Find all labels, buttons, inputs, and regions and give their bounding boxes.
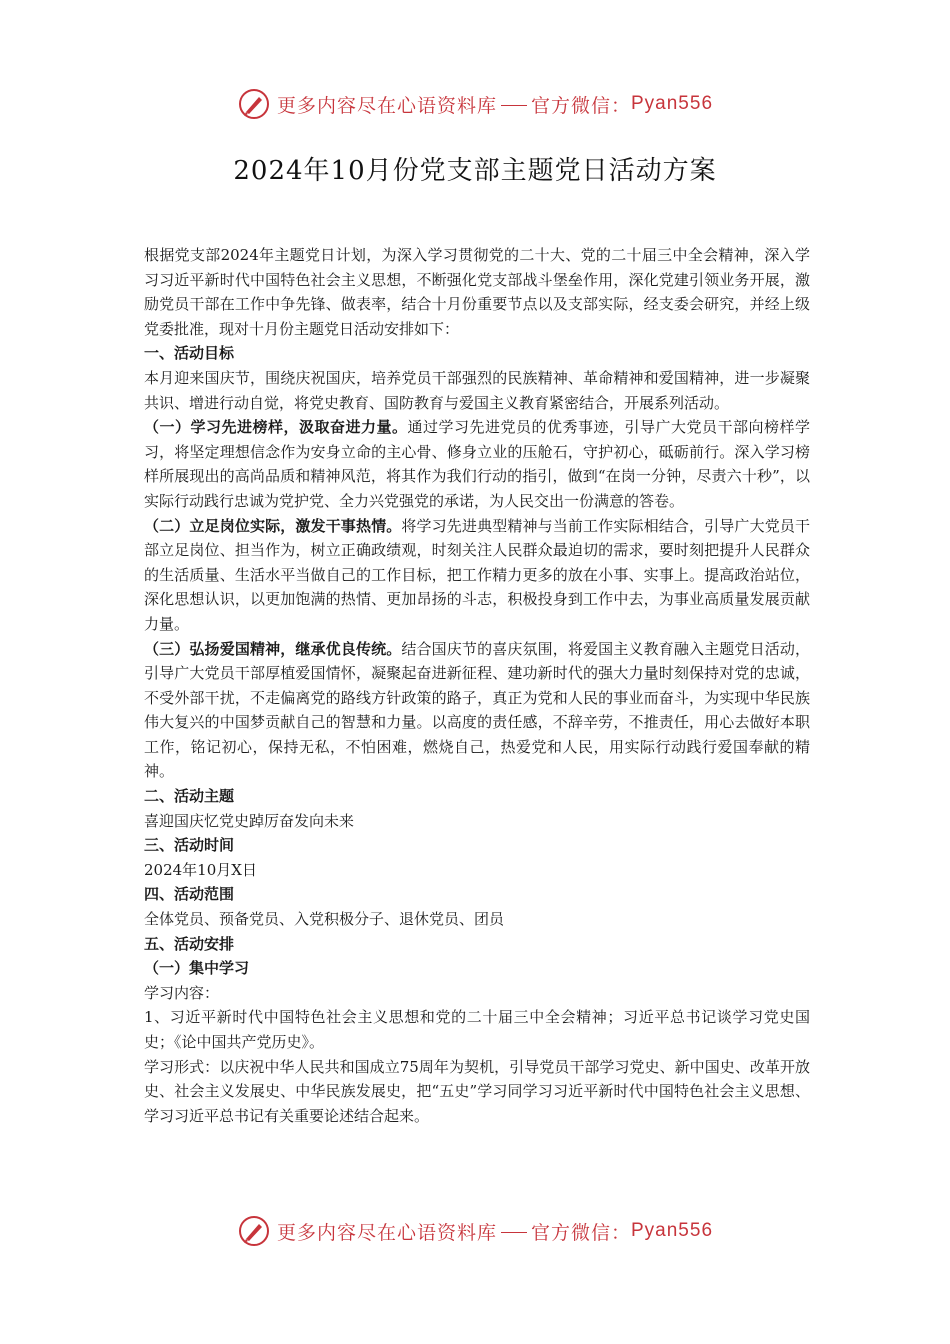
pen-logo-icon [237, 87, 271, 121]
banner-wechat-label: 官方微信： [530, 94, 631, 117]
section2-text: 喜迎国庆忆党史踔厉奋发向未来 [144, 811, 355, 830]
banner-separator [501, 105, 527, 106]
banner-main-text: 更多内容尽在心语资料库 [276, 1221, 497, 1244]
section1-item3 [144, 637, 810, 785]
banner-wechat-id: Pyan556 [631, 93, 714, 114]
section2-heading: 二、活动主题 [144, 787, 235, 806]
footer-watermark-banner [0, 1211, 950, 1251]
banner-main-text: 更多内容尽在心语资料库 [276, 94, 497, 117]
section1-item2 [144, 514, 810, 637]
section5-heading: 五、活动安排 [144, 934, 235, 953]
section1-item3-lead: （三）弘扬爱国精神，继承优良传统。 [144, 639, 402, 658]
section3-text: 2024年10月X日 [144, 860, 257, 879]
section1-text: 本月迎来国庆节，围绕庆祝国庆，培养党员干部强烈的民族精神、革命精神和爱国精神，进一步凝聚共识、增进行动自觉，将党史教育、国防教育与爱国主义教育紧密结合，开展系列活动。 [144, 368, 810, 412]
section1-item1-text: 通过学习先进党员的优秀事迹，引导广大党员干部向榜样学习，将坚定理想信念作为安身立命的主心骨、修身立业的压舱石，守护初心，砥砺前行。深入学习榜样所展现出的高尚品质和精神风范，将其作为我们行动的指引，做到“在岗一分钟，尽责六十秒”，以实际行动践行忠诚为党护党、全力兴党强党的承诺，为人民交出一份满意的答卷。 [144, 418, 810, 510]
section4-text: 全体党员、预备党员、入党积极分子、退休党员、团员 [144, 910, 505, 929]
section3-heading: 三、活动时间 [144, 836, 235, 855]
intro-paragraph: 根据党支部2024年主题党日计划，为深入学习贯彻党的二十大、党的二十届三中全会精神，深入学习习近平新时代中国特色社会主义思想，不断强化党支部战斗堡垒作用，深化党建引领业务开展，激励党员干部在工作中争先锋、做表率，结合十月份重要节点以及支部实际，经支委会研究，并经上级党委批准，现对十月份主题党日活动安排如下： [144, 246, 810, 338]
section1-item3-text: 结合国庆节的喜庆氛围，将爱国主义教育融入主题党日活动，引导广大党员干部厚植爱国情怀，凝聚起奋进新征程、建功新时代的强大力量时刻保持对党的忠诚，不受外部干扰，不走偏离党的路线方针政策的路子，真正为党和人民的事业而奋斗，为实现中华民族伟大复兴的中国梦贡献自己的智慧和力量。以高度的责任感，不辞辛劳，不推责任，用心去做好本职工作，铭记初心，保持无私，不怕困难，燃烧自己，热爱党和人民，用实际行动践行爱国奉献的精神。 [144, 639, 810, 781]
document-title: 2024年10月份党支部主题党日活动方案 [233, 156, 717, 186]
section1-item2-text: 将学习先进典型精神与当前工作实际相结合，引导广大党员干部立足岗位、担当作为，树立正确政绩观，时刻关注人民群众最迫切的需求，要时刻把提升人民群众的生活质量、生活水平当做自己的工作目标，把工作精力更多的放在小事、实事上。提高政治站位，深化思想认识，以更加饱满的热情、更加昂扬的斗志，积极投身到工作中去，为事业高质量发展贡献力量。 [144, 516, 810, 633]
pen-logo-icon [237, 1214, 271, 1248]
header-watermark-banner [0, 84, 950, 124]
section1-item2-lead: （二）立足岗位实际，激发干事热情。 [144, 516, 402, 535]
banner-wechat-id: Pyan556 [631, 1220, 714, 1241]
section5-content-label: 学习内容： [144, 983, 220, 1002]
section4-heading: 四、活动范围 [144, 885, 235, 904]
section5-sub1-heading: （一）集中学习 [144, 959, 250, 978]
document-body [144, 243, 810, 1128]
banner-wechat-label: 官方微信： [530, 1221, 631, 1244]
section1-item1-lead: （一）学习先进榜样，汲取奋进力量。 [144, 418, 408, 437]
section5-form-text: 学习形式：以庆祝中华人民共和国成立75周年为契机，引导党员干部学习党史、新中国史、改革开放史、社会主义发展史、中华民族发展史，把“五史”学习同学习习近平新时代中国特色社会主义思想、学习习近平总书记有关重要论述结合起来。 [144, 1057, 810, 1125]
section5-content-item1: 1、习近平新时代中国特色社会主义思想和党的二十届三中全会精神；习近平总书记谈学习党史国史；《论中国共产党历史》。 [144, 1008, 810, 1051]
section1-item1 [144, 415, 810, 513]
banner-separator [501, 1232, 527, 1233]
section1-heading: 一、活动目标 [144, 344, 235, 363]
